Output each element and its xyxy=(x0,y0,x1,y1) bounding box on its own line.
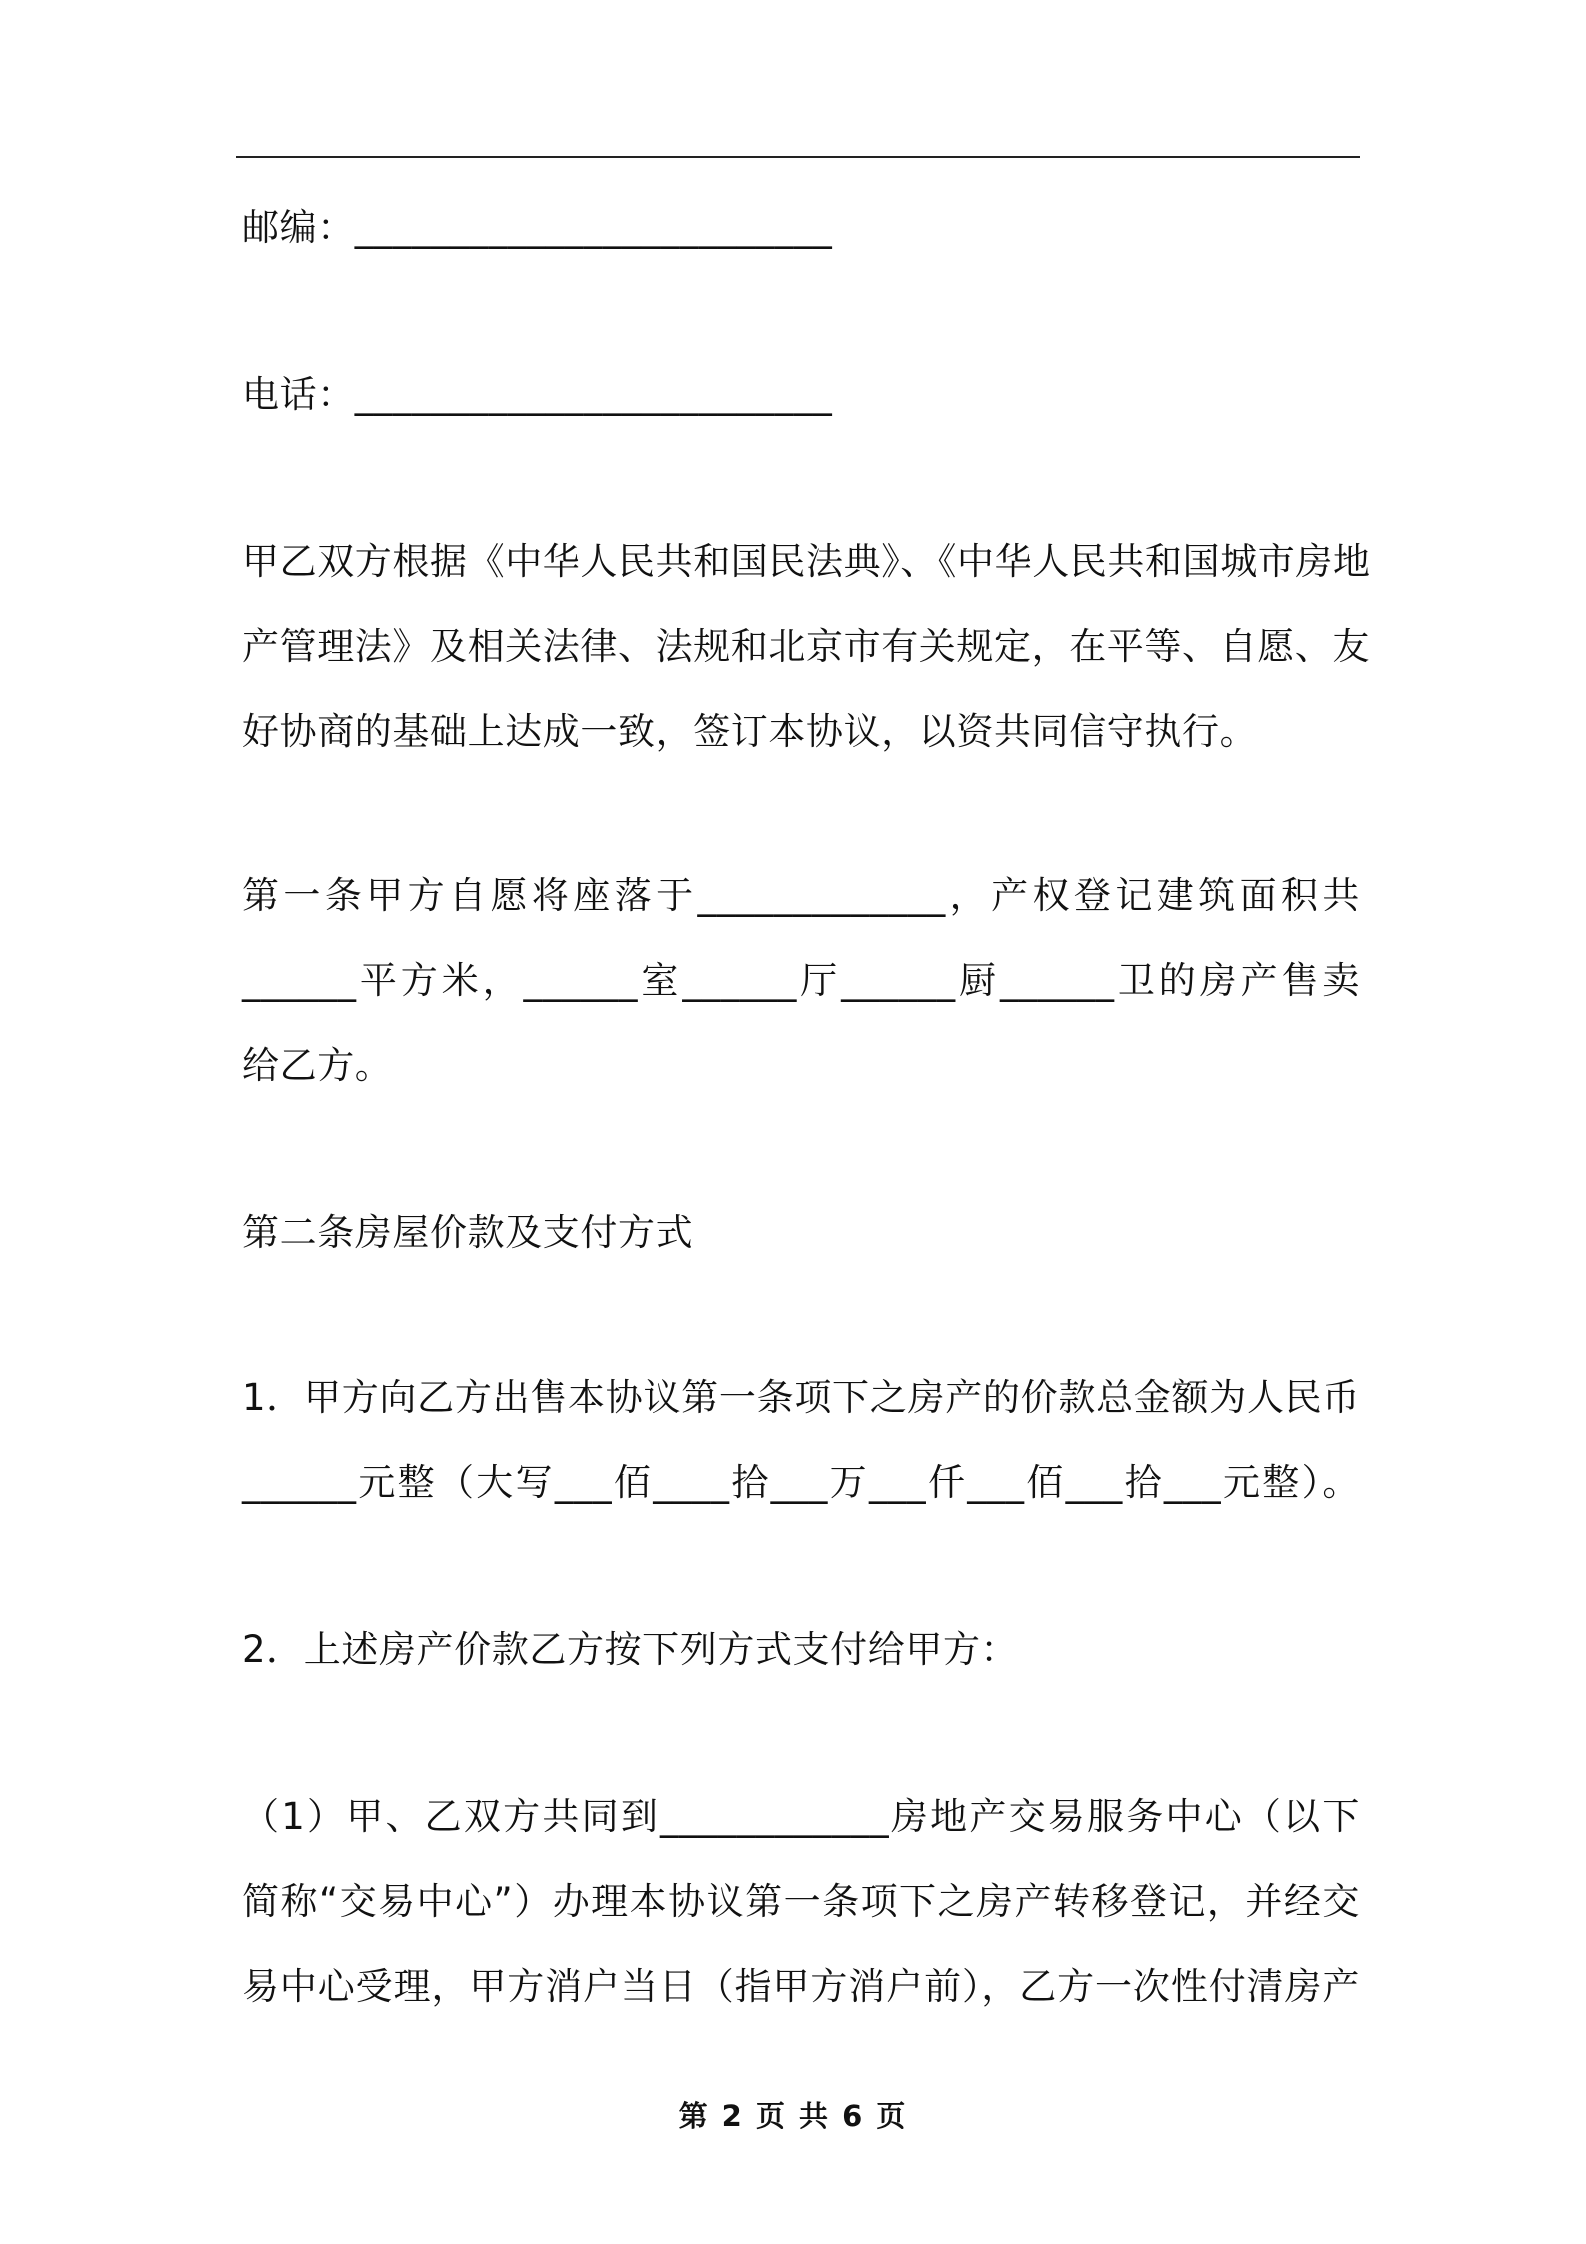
paragraph-line: 产管理法》及相关法律、法规和北京市有关规定，在平等、自愿、友 xyxy=(242,625,1370,668)
page-number-footer: 第 2 页 共 6 页 xyxy=(678,2099,908,2133)
clause-1-line: ______元整（大写___佰____拾___万___仟___佰___拾___元整）。 xyxy=(242,1461,1360,1504)
phone-line: 电话：_________________________ xyxy=(242,373,833,416)
article-1-line: 第一条甲方自愿将座落于_____________，产权登记建筑面积共 xyxy=(242,874,1360,917)
clause-1-line: 1．甲方向乙方出售本协议第一条项下之房产的价款总金额为人民币 xyxy=(242,1376,1360,1419)
header-rule xyxy=(236,156,1360,158)
clause-2-1-line: （1）甲、乙双方共同到____________房地产交易服务中心（以下 xyxy=(242,1795,1360,1838)
clause-2-1-line: 简称“交易中心”）办理本协议第一条项下之房产转移登记，并经交 xyxy=(242,1880,1360,1923)
article-1-line: 给乙方。 xyxy=(242,1044,393,1087)
article-1-line: ______平方米，______室______厅______厨______卫的房产售卖 xyxy=(242,959,1360,1002)
clause-2-1-line: 易中心受理，甲方消户当日（指甲方消户前），乙方一次性付清房产 xyxy=(242,1965,1360,2008)
paragraph-line: 甲乙双方根据《中华人民共和国民法典》、《中华人民共和国城市房地 xyxy=(242,540,1371,583)
article-2-heading: 第二条房屋价款及支付方式 xyxy=(242,1211,694,1254)
postcode-line: 邮编：_________________________ xyxy=(242,206,833,249)
paragraph-line: 好协商的基础上达成一致，签订本协议，以资共同信守执行。 xyxy=(242,710,1258,753)
clause-2-line: 2．上述房产价款乙方按下列方式支付给甲方： xyxy=(242,1628,1019,1671)
